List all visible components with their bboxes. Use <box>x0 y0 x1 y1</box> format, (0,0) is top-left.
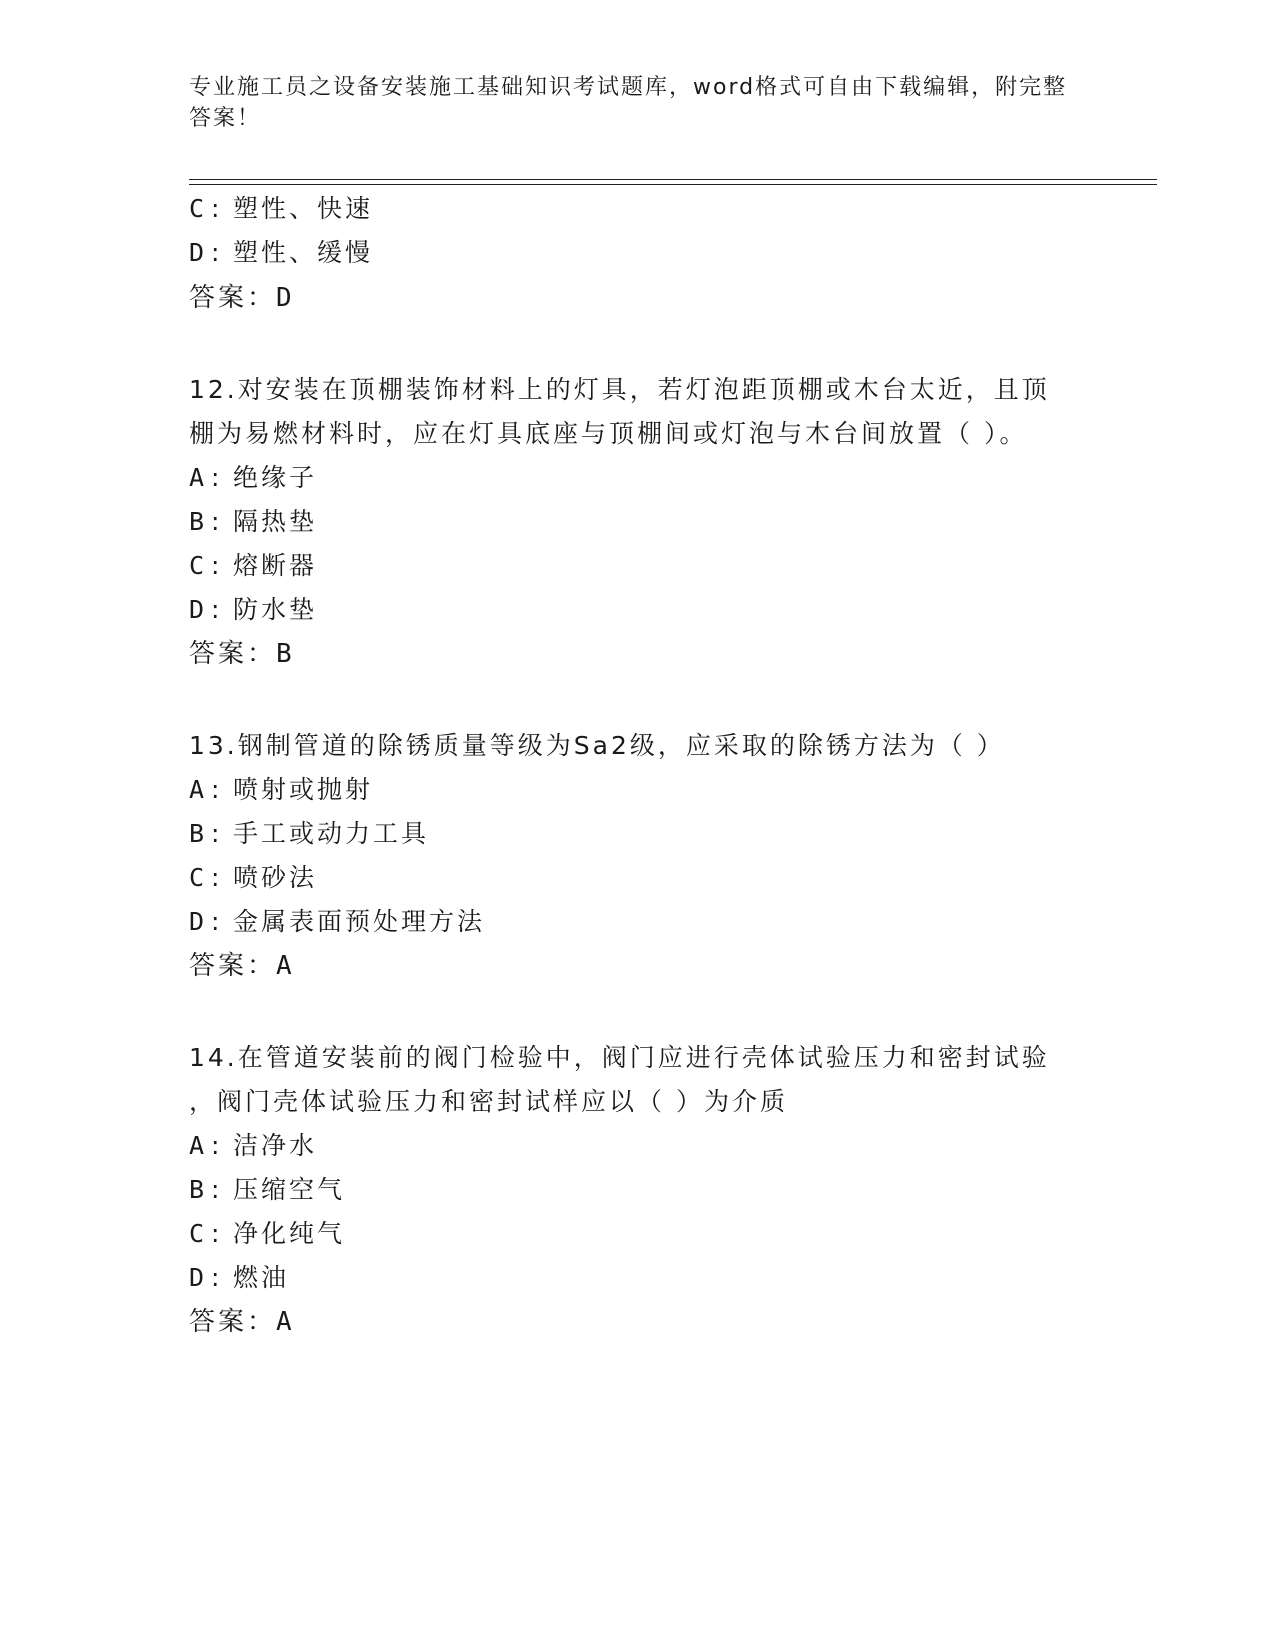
option-text: 净化纯气 <box>233 1219 346 1248</box>
option-text: 塑性、快速 <box>233 194 374 223</box>
question-14-stem-line-2: ，阀门壳体试验压力和密封试样应以（ ）为介质 <box>189 1087 788 1116</box>
option-separator: : <box>211 1131 223 1160</box>
option-text: 燃油 <box>233 1263 290 1292</box>
option-separator: : <box>211 819 223 848</box>
option-letter: D <box>189 595 205 624</box>
option-separator: : <box>211 907 223 936</box>
option-separator: : <box>211 1175 223 1204</box>
question-13-option-c <box>189 861 317 895</box>
answer-value: D <box>276 283 295 313</box>
question-13-option-a <box>189 773 373 807</box>
option-separator: : <box>211 863 223 892</box>
answer-line <box>189 281 295 315</box>
option-text: 隔热垫 <box>233 507 318 536</box>
answer-label: 答案： <box>189 951 277 981</box>
option-text: 喷砂法 <box>233 863 318 892</box>
option-letter: C <box>189 863 205 892</box>
option-separator: : <box>211 775 223 804</box>
option-text: 压缩空气 <box>233 1175 346 1204</box>
question-13-option-b <box>189 817 429 851</box>
question-12-stem-line-1: 12.对安装在顶棚装饰材料上的灯具，若灯泡距顶棚或木台太近，且顶 <box>189 375 1050 404</box>
question-12-option-b <box>189 505 317 539</box>
question-12-answer <box>189 637 295 671</box>
option-letter: C <box>189 194 205 223</box>
answer-value: B <box>276 639 295 669</box>
option-separator: : <box>211 238 223 267</box>
option-letter: A <box>189 775 205 804</box>
option-text: 手工或动力工具 <box>233 819 430 848</box>
option-letter: A <box>189 1131 205 1160</box>
question-13-stem-line-1: 13.钢制管道的除锈质量等级为Sa2级，应采取的除锈方法为（ ） <box>189 731 1005 760</box>
option-letter: A <box>189 463 205 492</box>
question-14-option-c <box>189 1217 345 1251</box>
option-text: 喷射或抛射 <box>233 775 374 804</box>
option-separator: : <box>211 595 223 624</box>
header-divider-bottom <box>189 184 1157 185</box>
question-14-answer <box>189 1305 295 1339</box>
option-letter: C <box>189 551 205 580</box>
answer-label: 答案： <box>189 639 277 669</box>
option-text: 洁净水 <box>233 1131 318 1160</box>
option-letter: D <box>189 907 205 936</box>
option-text: 防水垫 <box>233 595 318 624</box>
option-letter: B <box>189 819 205 848</box>
question-14-stem-line-1: 14.在管道安装前的阀门检验中，阀门应进行壳体试验压力和密封试验 <box>189 1043 1050 1072</box>
question-14-option-a <box>189 1129 317 1163</box>
header-divider-top <box>189 179 1157 180</box>
answer-value: A <box>276 1307 295 1337</box>
question-12-option-c <box>189 549 317 583</box>
question-14-option-d <box>189 1261 289 1295</box>
page-header: 专业施工员之设备安装施工基础知识考试题库，word格式可自由下载编辑，附完整答案！ <box>189 75 1068 131</box>
question-12-option-d <box>189 593 317 627</box>
option-text: 塑性、缓慢 <box>233 238 374 267</box>
option-letter: B <box>189 507 205 536</box>
answer-label: 答案： <box>189 283 277 313</box>
option-separator: : <box>211 194 223 223</box>
option-separator: : <box>211 507 223 536</box>
option-letter: B <box>189 1175 205 1204</box>
option-separator: : <box>211 463 223 492</box>
question-14-option-b <box>189 1173 345 1207</box>
option-text: 金属表面预处理方法 <box>233 907 486 936</box>
question-12-stem-line-2: 棚为易燃材料时，应在灯具底座与顶棚间或灯泡与木台间放置（ ）。 <box>189 419 1028 448</box>
option-d <box>189 236 373 270</box>
question-13-option-d <box>189 905 485 939</box>
option-separator: : <box>211 551 223 580</box>
option-separator: : <box>211 1219 223 1248</box>
option-separator: : <box>211 1263 223 1292</box>
option-letter: D <box>189 1263 205 1292</box>
answer-value: A <box>276 951 295 981</box>
option-text: 熔断器 <box>233 551 318 580</box>
answer-label: 答案： <box>189 1307 277 1337</box>
option-text: 绝缘子 <box>233 463 318 492</box>
option-letter: C <box>189 1219 205 1248</box>
option-letter: D <box>189 238 205 267</box>
question-12-option-a <box>189 461 317 495</box>
option-c <box>189 192 373 226</box>
question-13-answer <box>189 949 295 983</box>
